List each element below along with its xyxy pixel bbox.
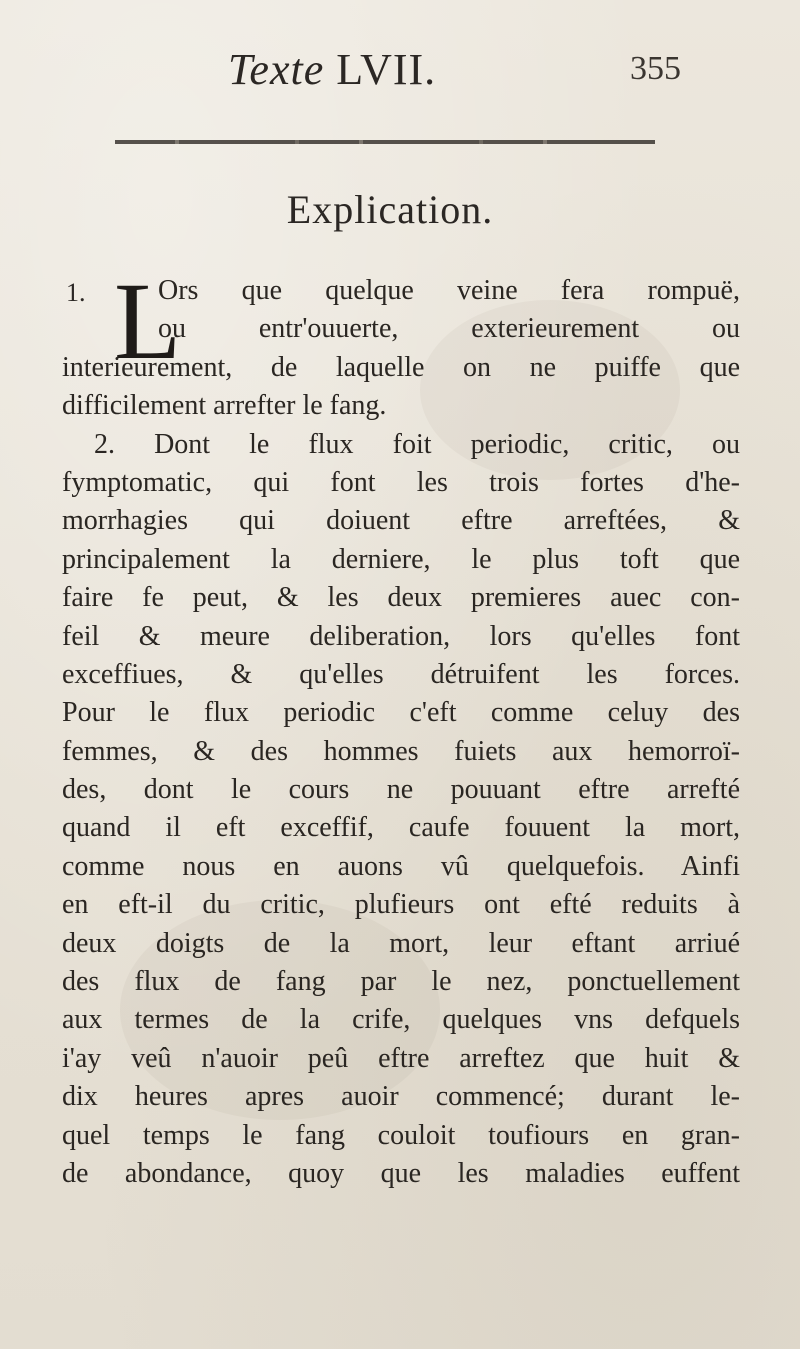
text-line: morrhagies qui doiuent eftre arreftées, & bbox=[62, 505, 740, 537]
paragraph-number: 1. bbox=[66, 278, 86, 307]
text-line: i'ay veû n'auoir peû eftre arreftez que huit & bbox=[62, 1042, 740, 1074]
text-line: difficilement arrefter le fang. bbox=[62, 390, 387, 422]
running-title-rest: LVII. bbox=[324, 45, 437, 94]
text-line: des flux de fang par le nez, ponctuellement bbox=[62, 966, 740, 998]
text-line: principalement la derniere, le plus toft que bbox=[62, 543, 740, 575]
text-line: de abondance, quoy que les maladies euffent bbox=[62, 1157, 740, 1189]
text-line: 2. Dont le flux foit periodic, critic, ou bbox=[94, 428, 740, 460]
text-line: Ors que quelque veine fera rompuë, bbox=[158, 275, 740, 306]
text-line: quand il eft exceffif, caufe fouuent la mort, bbox=[62, 812, 740, 844]
running-title bbox=[228, 44, 436, 95]
text-line: faire fe peut, & les deux premieres auec con- bbox=[62, 582, 740, 614]
text-line: ou entr'ouuerte, exterieurement ou bbox=[158, 313, 740, 345]
text-line: aux termes de la crife, quelques vns defquels bbox=[62, 1004, 740, 1036]
text-line: comme nous en auons vû quelquefois. Ainfi bbox=[62, 850, 740, 882]
running-title-italic: Texte bbox=[228, 45, 325, 94]
text-line: exceffiues, & qu'elles détruifent les forces. bbox=[62, 658, 740, 690]
text-line: des, dont le cours ne pouuant eftre arrefté bbox=[62, 774, 740, 806]
header-rule bbox=[115, 140, 655, 144]
text-line: dix heures apres auoir commencé; durant le- bbox=[62, 1081, 740, 1113]
text-line: deux doigts de la mort, leur eftant arriué bbox=[62, 927, 740, 959]
text-line: en eft-il du critic, plufieurs ont efté reduits à bbox=[62, 889, 740, 921]
text-line: feil & meure deliberation, lors qu'elles font bbox=[62, 620, 740, 652]
body-text bbox=[62, 260, 740, 1193]
text-line: fymptomatic, qui font les trois fortes d'he- bbox=[62, 466, 740, 498]
text-line: quel temps le fang couloit toufiours en gran- bbox=[62, 1119, 740, 1151]
running-head bbox=[0, 34, 800, 94]
section-title: Explication. bbox=[286, 187, 494, 232]
page-number: 355 bbox=[630, 50, 681, 87]
drop-cap: L bbox=[114, 260, 182, 382]
text-line: Pour le flux periodic c'eft comme celuy des bbox=[62, 697, 740, 729]
text-line: interieurement, de laquelle on ne puiffe que bbox=[62, 351, 740, 383]
text-line: femmes, & des hommes fuiets aux hemorroï- bbox=[62, 735, 740, 767]
